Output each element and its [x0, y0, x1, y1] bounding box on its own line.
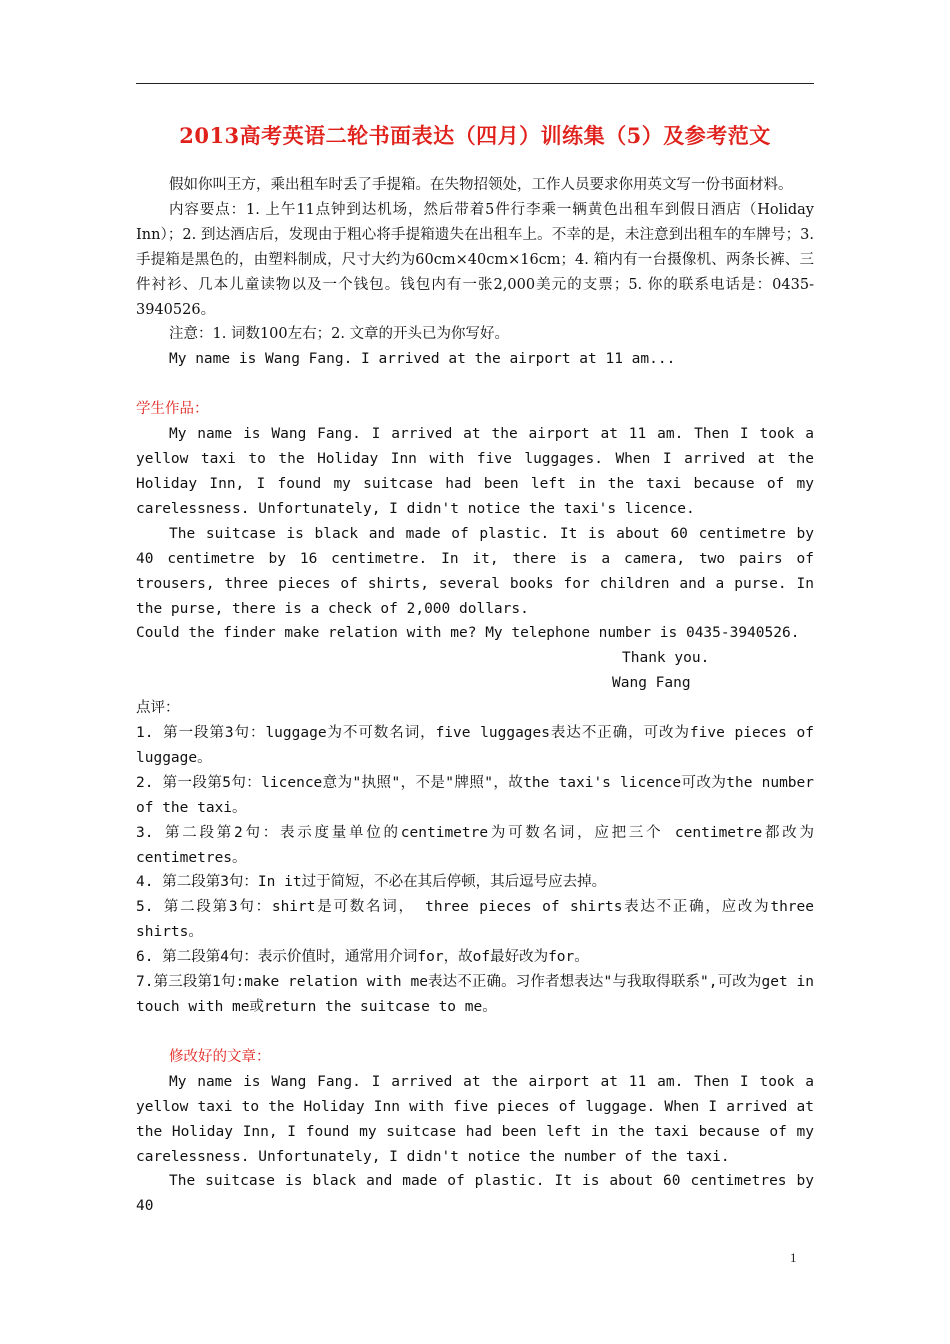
- revised-heading: 修改好的文章：: [169, 1048, 271, 1065]
- review-item: 3. 第二段第2句：表示度量单位的centimetre为可数名词，应把三个 centimetre都改为centimetres。: [136, 824, 814, 866]
- revised-paragraph-1: My name is Wang Fang. I arrived at the airport at 11 am. Then I took a yellow taxi to the Holiday Inn with five pieces of luggage. When I arrived at the Holiday Inn, I found my suitcase had been left in the taxi because of my carelessness. Unfortunately, I didn't notice the number of the taxi.: [136, 1073, 814, 1165]
- review-item: 1. 第一段第3句：luggage为不可数名词，five luggages表达不正确，可改为five pieces of luggage。: [136, 725, 814, 766]
- review-item: 7.第三段第1句:make relation with me表达不正确。习作者想表达"与我取得联系",可改为get in touch with me或return the suitcase to me。: [136, 974, 814, 1015]
- task-points: 内容要点：1. 上午11点钟到达机场，然后带着5件行李乘一辆黄色出租车到假日酒店（Holiday Inn）；2. 到达酒店后，发现由于粗心将手提箱遗失在出租车上。不幸的是，未注意到出租车的车牌号；3. 手提箱是黑色的，由塑料制成，尺寸大约为60cm×40cm×16cm；4. 箱内有一台摄像机、两条长裤、三件衬衫、几本儿童读物以及一个钱包。钱包内有一张2,000美元的支票；5. 你的联系电话是：0435-3940526。: [136, 201, 814, 318]
- task-notes: 注意：1. 词数100左右；2. 文章的开头已为你写好。: [169, 326, 510, 343]
- student-paragraph-1: My name is Wang Fang. I arrived at the airport at 11 am. Then I took a yellow taxi to the Holiday Inn with five luggages. When I arrived at the Holiday Inn, I found my suitcase had been left in the taxi because of my carelessness. Unfortunately, I didn't notice the taxi's licence.: [136, 426, 814, 517]
- student-paragraph-3: Could the finder make relation with me? My telephone number is 0435-3940526.: [136, 625, 800, 642]
- revised-paragraph-2: The suitcase is black and made of plastic. It is about 60 centimetres by 40: [136, 1173, 814, 1215]
- student-thanks: Thank you.: [622, 650, 710, 667]
- document-title: 2013高考英语二轮书面表达（四月）训练集（5）及参考范文: [179, 123, 771, 148]
- review-item: 5. 第二段第3句：shirt是可数名词， three pieces of shirts表达不正确，应改为three shirts。: [136, 899, 814, 941]
- review-item: 2. 第一段第5句：licence意为"执照"，不是"牌照"，故the taxi's licence可改为the number of the taxi。: [136, 774, 814, 816]
- student-heading: 学生作品：: [136, 401, 209, 418]
- header-rule: [136, 83, 814, 84]
- document-body: [136, 173, 814, 1219]
- page-number: 1: [790, 1250, 797, 1265]
- student-signature: Wang Fang: [612, 675, 691, 692]
- review-item: 6. 第二段第4句：表示价值时，通常用介词for，故of最好改为for。: [136, 949, 589, 966]
- review-item: 4. 第二段第3句：In it过于简短，不必在其后停顿，其后逗号应去掉。: [136, 874, 607, 891]
- review-heading: 点评：: [136, 700, 180, 717]
- task-opening: My name is Wang Fang. I arrived at the airport at 11 am...: [169, 351, 676, 368]
- student-paragraph-2: The suitcase is black and made of plastic. It is about 60 centimetre by 40 centimetre by 16 centimetre. In it, there is a camera, two pairs of trousers, three pieces of shirts, several books for children and a purse. In the purse, there is a check of 2,000 dollars.: [136, 525, 814, 617]
- task-intro: 假如你叫王方，乘出租车时丢了手提箱。在失物招领处，工作人员要求你用英文写一份书面材料。: [169, 177, 793, 193]
